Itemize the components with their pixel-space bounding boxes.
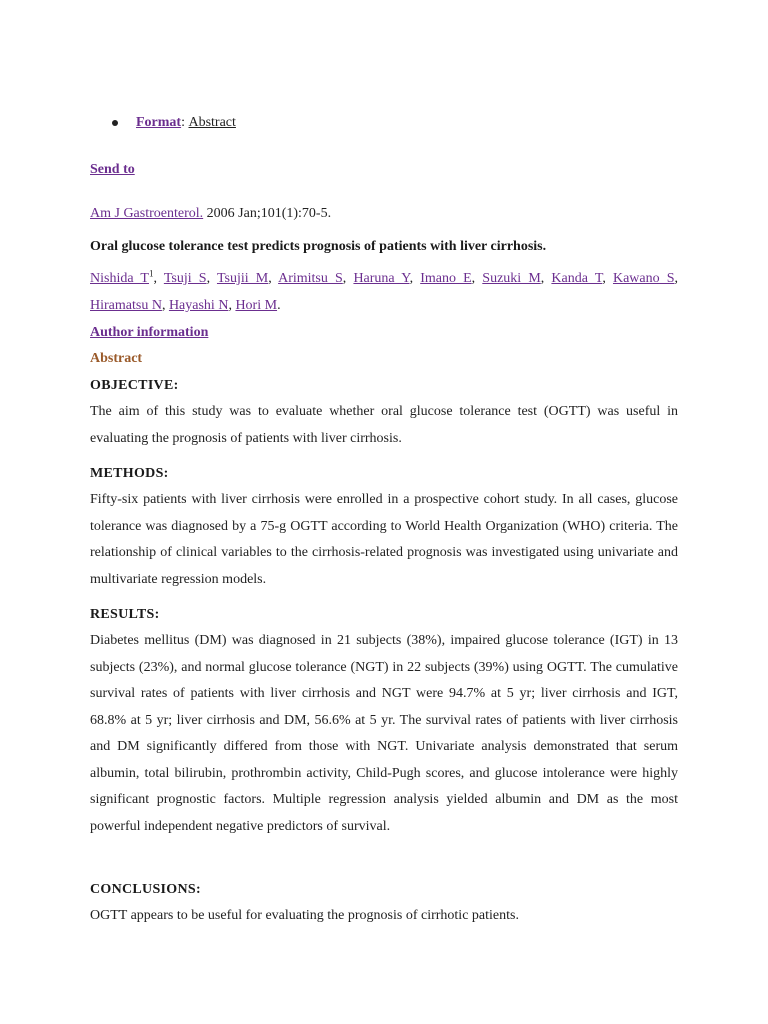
format-separator: : [181, 115, 185, 130]
author-link[interactable]: Haruna Y [353, 271, 410, 286]
author-link[interactable]: Kanda T [551, 271, 603, 286]
article-title: Oral glucose tolerance test predicts prognosis of patients with liver cirrhosis. [90, 239, 547, 254]
conclusions-text: OGTT appears to be useful for evaluating the prognosis of cirrhotic patients. [90, 908, 519, 923]
author-link[interactable]: Kawano S [612, 271, 675, 286]
objective-text: The aim of this study was to evaluate whether oral glucose tolerance test (OGTT) was useful in evaluating the prognosis of patients with liver cirrhosis. [90, 404, 678, 446]
author-separator: , [674, 271, 679, 286]
methods-section [90, 460, 678, 593]
format-link[interactable]: Format [136, 115, 182, 130]
results-heading: RESULTS: [90, 607, 160, 622]
author-link[interactable]: Arimitsu S [278, 271, 343, 286]
format-value[interactable]: Abstract [188, 115, 236, 130]
author-separator: , [342, 271, 354, 286]
author-separator: , [540, 271, 552, 286]
format-row [112, 109, 236, 136]
bullet-icon [112, 120, 118, 126]
author-link[interactable]: Hori M [235, 298, 278, 313]
author-separator: , [268, 271, 279, 286]
methods-heading: METHODS: [90, 466, 169, 481]
author-list [90, 265, 678, 319]
author-link[interactable]: Suzuki M [482, 271, 541, 286]
send-to-link[interactable]: Send to [90, 162, 135, 177]
methods-text: Fifty-six patients with liver cirrhosis were enrolled in a prospective cohort study. In all cases, glucose tolerance was diagnosed by a 75-g OGTT according to World Health Organization (WHO) criteria. The relationship of clinical variables to the cirrhosis-related prognosis was investigated using univariate and multivariate regression models. [90, 492, 678, 587]
author-separator: . [277, 298, 281, 313]
objective-section [90, 372, 678, 452]
author-link[interactable]: Tsujii M [216, 271, 269, 286]
conclusions-heading: CONCLUSIONS: [90, 882, 201, 897]
author-link[interactable]: Hayashi N [168, 298, 229, 313]
journal-link[interactable]: Am J Gastroenterol. [90, 206, 204, 221]
author-separator: , [153, 271, 164, 286]
results-text: Diabetes mellitus (DM) was diagnosed in 21 subjects (38%), impaired glucose tolerance (IGT) in 13 subjects (23%), and normal glucose tolerance (NGT) in 22 subjects (39%) using OGTT. The cumulative survival rates of patients with liver cirrhosis and NGT were 94.7% at 5 yr; liver cirrhosis and IGT, 68.8% at 5 yr; liver cirrhosis and DM, 56.6% at 5 yr. The survival rates of patients with liver cirrhosis and DM significantly differed from those with NGT. Univariate analysis demonstrated that serum albumin, total bilirubin, prothrombin activity, Child-Pugh scores, and glucose intolerance were highly significant prognostic factors. Multiple regression analysis yielded albumin and DM as the most powerful independent negative predictors of survival. [90, 633, 678, 834]
author-link[interactable]: Nishida T [90, 271, 149, 286]
author-link[interactable]: Imano E [420, 271, 472, 286]
author-link[interactable]: Hiramatsu N [90, 298, 162, 313]
author-affiliation-sup: 1 [148, 268, 154, 279]
author-link[interactable]: Tsuji S [163, 271, 207, 286]
author-separator: , [471, 271, 483, 286]
author-separator: , [206, 271, 217, 286]
author-information-link[interactable]: Author information [90, 325, 209, 340]
objective-heading: OBJECTIVE: [90, 378, 179, 393]
conclusions-section [90, 876, 678, 930]
citation [90, 200, 678, 227]
author-separator: , [161, 298, 169, 313]
author-separator: , [228, 298, 236, 313]
author-separator: , [409, 271, 421, 286]
author-separator: , [602, 271, 613, 286]
abstract-heading: Abstract [90, 351, 143, 366]
citation-details: 2006 Jan;101(1):70-5. [203, 206, 332, 221]
results-section [90, 601, 678, 840]
